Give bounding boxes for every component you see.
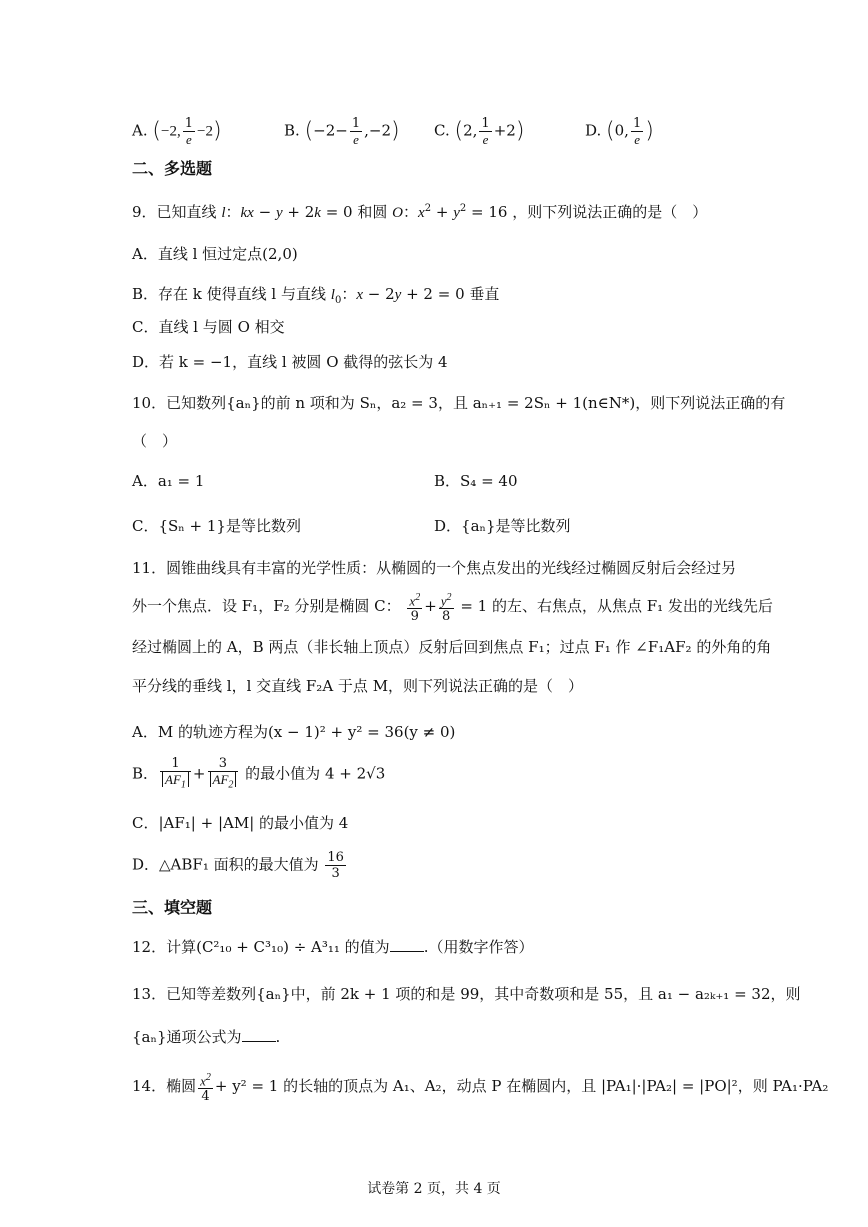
q10-option-c: C．{Sₙ + 1}是等比数列: [132, 517, 301, 535]
q11-option-b: B． $\frac{1}{AF_1}$ + $\frac{3}{AF_2}$ 的最小值为 4 + 2√3: [132, 756, 386, 791]
q10-option-a: A．a₁ = 1: [132, 472, 205, 490]
q11-d-prefix: D．△ABF₁ 面积的最大值为: [132, 855, 319, 874]
q11-line4: 平分线的垂线 l，l 交直线 F₂A 于点 M，则下列说法正确的是（ ）: [132, 677, 584, 695]
q11-option-c: C．|AF₁| + |AM| 的最小值为 4: [132, 814, 349, 832]
q8-option-b: B. (−2− $\frac{1}{e}$ ,−2): [284, 116, 400, 147]
section-multi-choice: 二、多选题: [132, 159, 213, 178]
q13-line2-prefix: {aₙ}通项公式为: [132, 1028, 242, 1046]
q11-option-a: A．M 的轨迹方程为(x − 1)² + y² = 36(y ≠ 0): [132, 723, 456, 741]
q10-stem-line2: （ ）: [132, 432, 178, 450]
q9-option-c: C．直线 l 与圆 O 相交: [132, 318, 285, 336]
q13-line2-suffix: .: [275, 1028, 281, 1046]
q9-option-d: D．若 k = −1，直线 l 被圆 O 截得的弦长为 4: [132, 353, 448, 371]
q8-option-a: A. (−2, $\frac{1}{e}$ −2): [132, 116, 222, 147]
q11-line3: 经过椭圆上的 A，B 两点（非长轴上顶点）反射后回到焦点 F₁；过点 F₁ 作 ∠F₁AF₂ 的外角的角: [132, 638, 772, 656]
q9-option-a: A．直线 l 恒过定点(2,0): [132, 245, 298, 263]
q11-b-suffix: 的最小值为 4 + 2√3: [245, 764, 386, 783]
option-label: C.: [434, 121, 450, 140]
q10-option-d: D．{aₙ}是等比数列: [434, 517, 571, 535]
q11-line1: 11．圆锥曲线具有丰富的光学性质：从椭圆的一个焦点发出的光线经过椭圆反射后会经过另: [132, 559, 737, 577]
q10-option-b: B．S₄ = 40: [434, 472, 518, 490]
q9-stem-suffix: ，则下列说法正确的是（ ）: [512, 203, 708, 221]
option-label: B.: [284, 121, 300, 140]
q13-line1: 13．已知等差数列{aₙ}中，前 2k + 1 项的和是 99，其中奇数项和是 55，且 a₁ − a₂ₖ₊₁ = 32，则: [132, 985, 801, 1003]
page-footer: 试卷第 2 页，共 4 页: [367, 1181, 501, 1197]
q12-stem: [132, 936, 533, 958]
q9-stem-prefix: 9．已知直线: [132, 203, 217, 221]
q11-line2: 外一个焦点．设 F₁，F₂ 分别是椭圆 C： $\frac{x^2}{9}$ + $\frac{y^2}{8}$ = 1 的左、右焦点，从焦点 F₁ 发出的光线先后: [132, 592, 773, 625]
q11-line2-prefix: 外一个焦点．设 F₁，F₂ 分别是椭圆 C：: [132, 597, 401, 616]
q9-stem-mid: 和圆: [357, 203, 388, 221]
q11-option-d: D．△ABF₁ 面积的最大值为 $\frac{16}{3}$: [132, 850, 344, 881]
option-label: D.: [585, 121, 602, 140]
q12-suffix: .（用数字作答）: [423, 938, 534, 956]
q14-suffix: + y² = 1 的长轴的顶点为 A₁、A₂，动点 P 在椭圆内，且 |PA₁|·|PA₂| = |PO|²，则 PA₁·PA₂: [214, 1077, 829, 1096]
option-label: A.: [132, 121, 148, 140]
q8-option-c: C. (2, $\frac{1}{e}$ +2): [434, 116, 525, 147]
section-fill-in: 三、填空题: [132, 898, 213, 917]
q14-prefix: 14．椭圆: [132, 1077, 197, 1096]
q9-b-prefix: B．存在 k 使得直线 l 与直线: [132, 285, 326, 303]
answer-blank[interactable]: [242, 1027, 276, 1042]
q9-option-b: B．存在 k 使得直线 l 与直线 $l_0$：x − 2y + 2 = 0 垂直: [132, 285, 500, 306]
answer-blank[interactable]: [390, 937, 424, 952]
q9-stem: 9．已知直线 l：kx − y + 2k = 0 和圆 O：$x^2 + y^2 = 16$ ，则下列说法正确的是（ ）: [132, 203, 708, 221]
q8-option-d: D. (0, $\frac{1}{e}$ ): [585, 116, 654, 147]
q14-stem: 14．椭圆 $\frac{x^2}{4}$ + y² = 1 的长轴的顶点为 A₁、A₂，动点 P 在椭圆内，且 |PA₁|·|PA₂| = |PO|²，则 PA₁·PA₂: [132, 1072, 829, 1105]
q11-line2-suffix: = 1 的左、右焦点，从焦点 F₁ 发出的光线先后: [460, 597, 773, 616]
q9-b-suffix: 垂直: [469, 285, 500, 303]
q13-line2: [132, 1026, 280, 1048]
q12-prefix: 12．计算(C²₁₀ + C³₁₀) ÷ A³₁₁ 的值为: [132, 938, 390, 956]
q10-stem-line1: 10．已知数列{aₙ}的前 n 项和为 Sₙ，a₂ = 3，且 aₙ₊₁ = 2Sₙ + 1(n∈N*)，则下列说法正确的有: [132, 394, 786, 412]
